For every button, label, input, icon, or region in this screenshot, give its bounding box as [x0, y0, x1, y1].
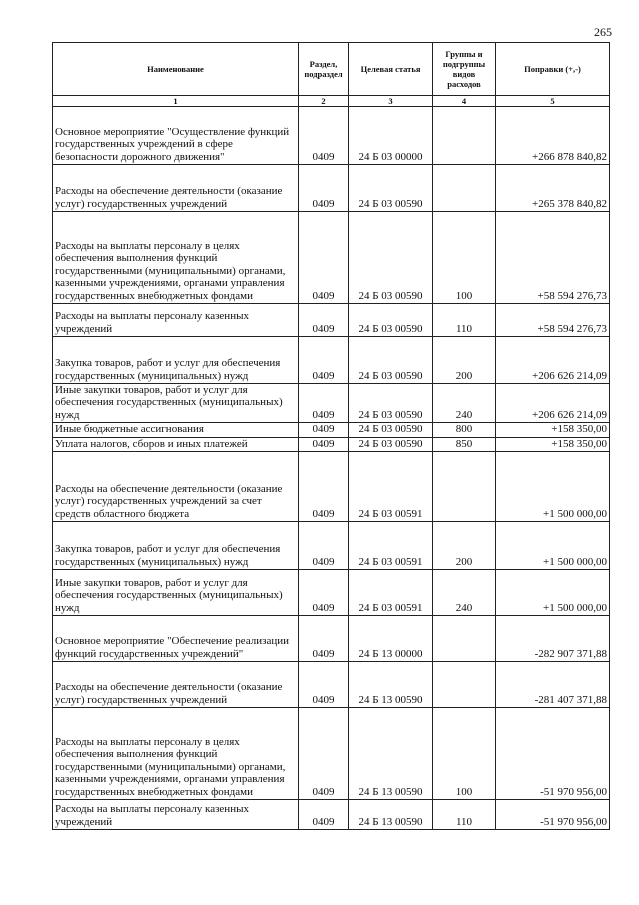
row-group: 240 — [433, 384, 496, 423]
row-group — [433, 616, 496, 662]
row-amount: -51 970 956,00 — [496, 708, 610, 800]
row-amount: -51 970 956,00 — [496, 800, 610, 830]
row-article: 24 Б 03 00590 — [349, 212, 433, 304]
table-row — [53, 437, 610, 451]
row-name: Закупка товаров, работ и услуг для обеспечения государственных (муниципальных) нужд — [53, 337, 299, 384]
row-name: Основное мероприятие "Осуществление функций государственных учреждений в сфере безопасности дорожного движения" — [53, 107, 299, 165]
row-group: 110 — [433, 304, 496, 337]
table-row — [53, 304, 610, 337]
row-name: Расходы на выплаты персоналу казенных учреждений — [53, 800, 299, 830]
row-group: 100 — [433, 212, 496, 304]
row-section: 0409 — [299, 616, 349, 662]
table-row — [53, 337, 610, 384]
row-section: 0409 — [299, 570, 349, 616]
table-row — [53, 708, 610, 800]
row-article: 24 Б 03 00590 — [349, 437, 433, 451]
row-section: 0409 — [299, 452, 349, 522]
row-name: Иные закупки товаров, работ и услуг для обеспечения государственных (муниципальных) нужд — [53, 384, 299, 423]
table-row — [53, 570, 610, 616]
table-row — [53, 165, 610, 212]
header-name: Наименование — [53, 43, 299, 96]
row-amount: +206 626 214,09 — [496, 337, 610, 384]
table-row — [53, 423, 610, 437]
table-row — [53, 800, 610, 830]
column-number: 2 — [299, 96, 349, 107]
row-article: 24 Б 03 00590 — [349, 337, 433, 384]
row-name: Основное мероприятие "Обеспечение реализации функций государственных учреждений" — [53, 616, 299, 662]
row-amount: +206 626 214,09 — [496, 384, 610, 423]
row-amount: +58 594 276,73 — [496, 304, 610, 337]
row-amount: +158 350,00 — [496, 437, 610, 451]
row-amount: -281 407 371,88 — [496, 662, 610, 708]
row-amount: +1 500 000,00 — [496, 522, 610, 570]
row-group: 800 — [433, 423, 496, 437]
row-group — [433, 165, 496, 212]
row-name: Расходы на выплаты персоналу казенных учреждений — [53, 304, 299, 337]
row-amount: +1 500 000,00 — [496, 452, 610, 522]
row-section: 0409 — [299, 423, 349, 437]
table-row — [53, 107, 610, 165]
row-name: Закупка товаров, работ и услуг для обеспечения государственных (муниципальных) нужд — [53, 522, 299, 570]
row-amount: +265 378 840,82 — [496, 165, 610, 212]
row-article: 24 Б 13 00000 — [349, 616, 433, 662]
row-name: Уплата налогов, сборов и иных платежей — [53, 437, 299, 451]
row-article: 24 Б 03 00591 — [349, 452, 433, 522]
row-section: 0409 — [299, 304, 349, 337]
row-article: 24 Б 03 00591 — [349, 522, 433, 570]
column-number: 5 — [496, 96, 610, 107]
row-group: 110 — [433, 800, 496, 830]
table-row — [53, 212, 610, 304]
row-group: 200 — [433, 522, 496, 570]
page-number: 265 — [594, 25, 612, 39]
header-groups: Группы и подгруппы видов расходов — [433, 43, 496, 96]
table-row — [53, 384, 610, 423]
column-number: 1 — [53, 96, 299, 107]
row-section: 0409 — [299, 708, 349, 800]
row-amount: +58 594 276,73 — [496, 212, 610, 304]
row-amount: +158 350,00 — [496, 423, 610, 437]
table-header-row — [53, 43, 610, 96]
row-article: 24 Б 13 00590 — [349, 662, 433, 708]
row-group: 100 — [433, 708, 496, 800]
row-section: 0409 — [299, 800, 349, 830]
row-name: Расходы на обеспечение деятельности (оказание услуг) государственных учреждений — [53, 662, 299, 708]
header-article: Целевая статья — [349, 43, 433, 96]
column-number-row — [53, 96, 610, 107]
row-article: 24 Б 03 00000 — [349, 107, 433, 165]
header-amendments: Поправки (+,-) — [496, 43, 610, 96]
row-group: 240 — [433, 570, 496, 616]
row-name: Расходы на обеспечение деятельности (оказание услуг) государственных учреждений за счет средств областного бюджета — [53, 452, 299, 522]
row-section: 0409 — [299, 165, 349, 212]
row-article: 24 Б 03 00590 — [349, 423, 433, 437]
table-row — [53, 522, 610, 570]
row-amount: +266 878 840,82 — [496, 107, 610, 165]
row-section: 0409 — [299, 437, 349, 451]
row-group: 850 — [433, 437, 496, 451]
row-article: 24 Б 13 00590 — [349, 708, 433, 800]
table-row — [53, 662, 610, 708]
row-section: 0409 — [299, 384, 349, 423]
column-number: 3 — [349, 96, 433, 107]
column-number: 4 — [433, 96, 496, 107]
row-name: Расходы на выплаты персоналу в целях обеспечения выполнения функций государственными (муниципальными) органами, казенными учреждениями, органами управления государственных внебюджетных фондами — [53, 708, 299, 800]
row-article: 24 Б 03 00590 — [349, 304, 433, 337]
row-section: 0409 — [299, 522, 349, 570]
row-amount: -282 907 371,88 — [496, 616, 610, 662]
header-section: Раздел, подраздел — [299, 43, 349, 96]
row-amount: +1 500 000,00 — [496, 570, 610, 616]
row-name: Расходы на обеспечение деятельности (оказание услуг) государственных учреждений — [53, 165, 299, 212]
row-section: 0409 — [299, 662, 349, 708]
row-name: Иные закупки товаров, работ и услуг для обеспечения государственных (муниципальных) нужд — [53, 570, 299, 616]
row-group — [433, 452, 496, 522]
row-group: 200 — [433, 337, 496, 384]
row-name: Иные бюджетные ассигнования — [53, 423, 299, 437]
budget-amendments-table — [52, 42, 610, 830]
row-article: 24 Б 03 00590 — [349, 384, 433, 423]
row-article: 24 Б 03 00591 — [349, 570, 433, 616]
row-group — [433, 662, 496, 708]
table-row — [53, 452, 610, 522]
row-article: 24 Б 03 00590 — [349, 165, 433, 212]
row-section: 0409 — [299, 107, 349, 165]
row-name: Расходы на выплаты персоналу в целях обеспечения выполнения функций государственными (муниципальными) органами, казенными учреждениями, органами управления государственных внебюджетных фондами — [53, 212, 299, 304]
row-article: 24 Б 13 00590 — [349, 800, 433, 830]
row-section: 0409 — [299, 212, 349, 304]
table-row — [53, 616, 610, 662]
row-section: 0409 — [299, 337, 349, 384]
table-body — [53, 107, 610, 830]
row-group — [433, 107, 496, 165]
